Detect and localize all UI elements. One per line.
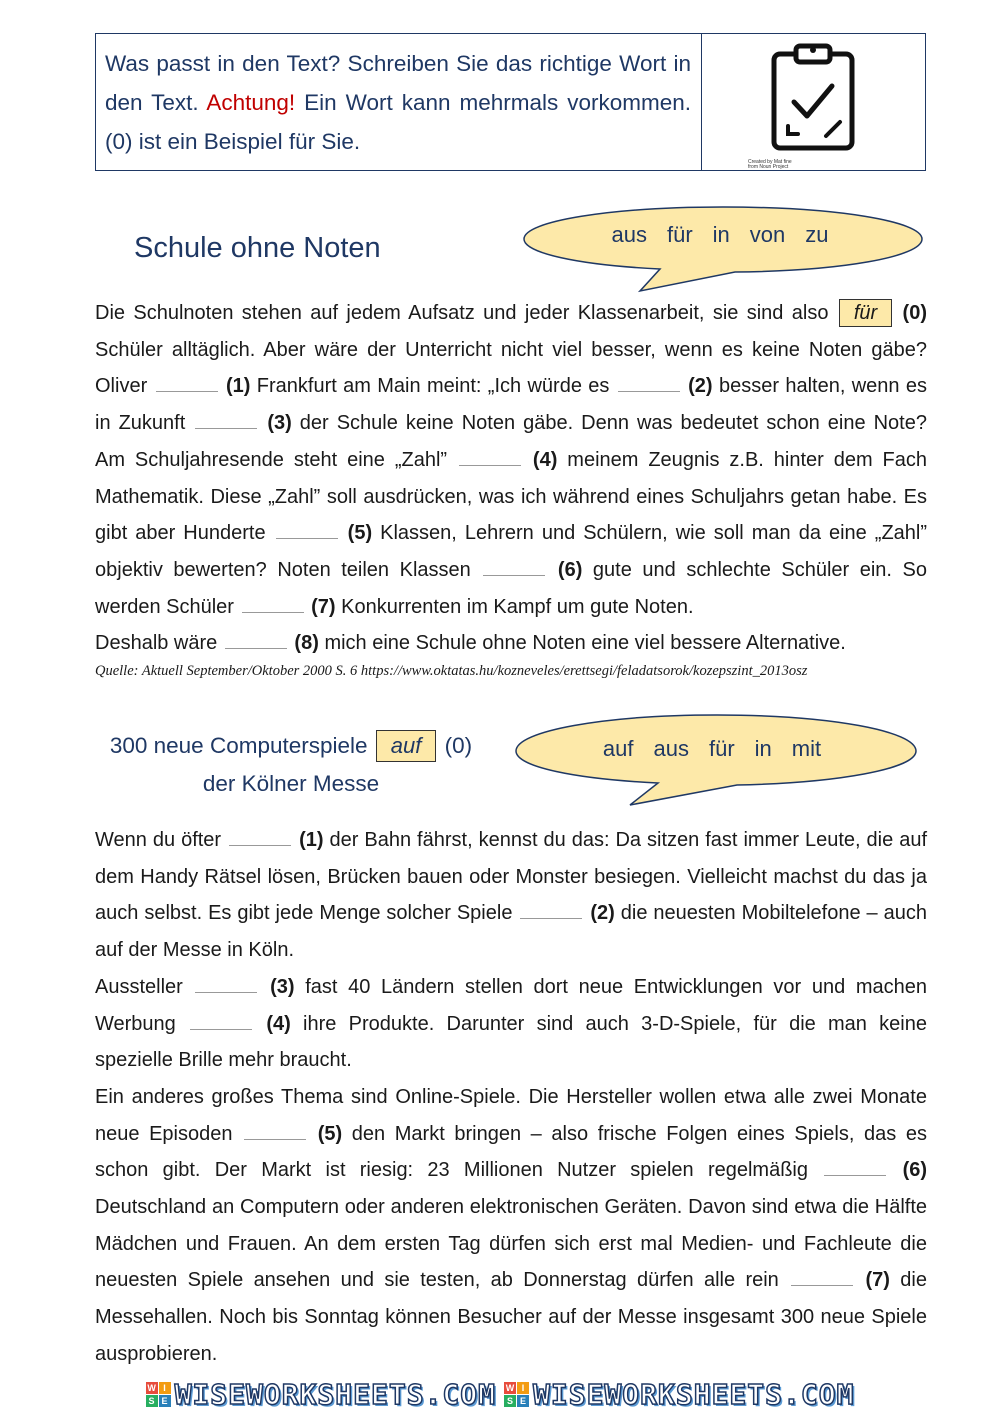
word-bank-item: mit [791,736,822,761]
example-answer: für [839,299,892,327]
answer-gap-2[interactable] [520,917,582,919]
gap-number: (4) [532,448,558,471]
instruction-icon-cell [702,34,925,170]
word-bank-item: auf [602,736,634,761]
section2-paragraph: Ein anderes großes Thema sind Online-Spiele. Die Hersteller wollen etwa alle zwei Monate neue Episoden (5) den Markt bringen – also frische Folgen eines Spiels, das es schon gibt. Der Markt ist riesig: 23 Millionen Nutzer spielen regelmäßig (6) Deutschland an Computern oder anderen elektronischen Geräten. Davon sind etwa die Hälfte Mädchen und Frauen. An dem ersten Tag dürfen sich erst mal Medien- und Fachleute die neuesten Spiele ansehen und sie testen, ab Donnerstag dürfen alle rein (7) die Messehallen. Noch bis Sonntag können Besucher auf der Messe insgesamt 300 neue Spiele ausprobieren. [95,1085,928,1365]
source-citation: Quelle: Aktuell September/Oktober 2000 S. 6 https://www.oktatas.hu/kozneveles/erettsegi/feladatsorok/kozepszint_2013osz [95,663,808,679]
gap-number: (4) [266,1012,291,1035]
gap-number: (5) [347,522,373,545]
section1-text [95,295,927,662]
section2-text [95,822,927,1373]
section2-paragraph: Aussteller (3) fast 40 Ländern stellen dort neue Entwicklungen vor und machen Werbung (4) ihre Produkte. Darunter sind auch 3-D-Spiele, für die man keine spezielle Brille mehr braucht. [95,975,927,1072]
example-answer: auf [376,730,437,762]
answer-gap-8[interactable] [225,647,287,649]
brand-logo-left [146,1378,496,1411]
section1-paragraph: Deshalb wäre (8) mich eine Schule ohne Noten eine viel bessere Alternative. [95,632,846,655]
answer-gap-5[interactable] [276,537,338,539]
answer-gap-2[interactable] [618,390,680,392]
instruction-text [96,34,702,170]
answer-gap-5[interactable] [244,1138,306,1140]
gap-number: (2) [590,902,615,925]
gap-number: (6) [557,558,583,581]
gap-number: (3) [270,975,295,998]
answer-gap-7[interactable] [242,611,304,613]
word-bank-item: aus [611,222,647,247]
answer-gap-1[interactable] [229,844,291,846]
footer-watermark [0,1375,1000,1413]
gap-number: (6) [902,1159,928,1182]
section1-word-bank [520,222,920,248]
word-bank-item: für [708,736,735,761]
gap-number: (1) [225,375,251,398]
word-bank-item: in [754,736,772,761]
instruction-warning: Achtung! [206,90,296,115]
instruction-box [95,33,926,171]
word-bank-item: zu [805,222,829,247]
answer-gap-3[interactable] [195,991,257,993]
word-bank-item: aus [653,736,689,761]
instruction-part1: Was passt in den Text? Schreiben Sie das richtige Wort in den Text. [105,51,691,115]
answer-gap-6[interactable] [483,574,545,576]
gap-number: (7) [865,1269,890,1292]
gap-number: (0) [902,302,927,324]
brand-logo-right [504,1378,854,1411]
section2-paragraph: Wenn du öfter (1) der Bahn fährst, kennst du das: Da sitzen fast immer Leute, die auf dem Handy Rätsel lösen, Brücken bauen oder Monster besiegen. Vielleicht machst du das ja auch selbst. Es gibt jede Menge solcher Spiele (2) die neuesten Mobiltelefone – auch auf der Messe in Köln. [95,829,928,962]
section1-title: Schule ohne Noten [134,232,381,264]
section1-paragraph: Die Schulnoten stehen auf jedem Aufsatz und jeder Klassenarbeit, sie sind also für (0) Schüler alltäglich. Aber wäre der Unterricht nicht viel besser, wenn es keine Noten gäbe? Oliver (1) Frankfurt am Main meint: „Ich würde es (2) besser halten, wenn es in Zukunft (3) der Schule keine Noten gäbe. Denn was bedeutet schon eine Note? Am Schuljahresende steht eine „Zahl” (4) meinem Zeugnis z.B. hinter dem Fach Mathematik. Diese „Zahl” soll ausdrücken, was ich während eines Schuljahrs getan habe. Es gibt aber Hunderte (5) Klassen, Lehrern und Schülern, wie soll man da eine „Zahl” objektiv bewerten? Noten teilen Klassen (6) gute und schlechte Schüler ein. So werden Schüler (7) Konkurrenten im Kampf um gute Noten. [95,295,927,625]
brand-mark-icon: W I S E [146,1382,171,1407]
brand-name: WISEWORKSHEETS.COM [533,1377,855,1411]
word-bank-item: für [666,222,693,247]
section1-word-bank-bubble [520,203,926,293]
gap-number: (1) [299,829,324,851]
clipboard-check-icon [770,40,856,152]
word-bank-item: in [712,222,730,247]
answer-gap-4[interactable] [190,1028,252,1030]
gap-number: (3) [267,412,292,435]
gap-number: (7) [311,595,336,618]
answer-gap-4[interactable] [459,464,521,466]
answer-gap-3[interactable] [195,427,257,429]
gap-number: (2) [688,375,713,398]
answer-gap-6[interactable] [824,1174,886,1176]
section2-title: 300 neue Computerspiele auf (0) der Kölner Messe [95,727,487,803]
gap-number: (5) [317,1122,343,1145]
section2-word-bank [512,736,912,762]
answer-gap-7[interactable] [791,1284,853,1286]
gap-number: (8) [294,632,319,655]
answer-gap-1[interactable] [156,390,218,392]
instruction-part2: Ein Wort kann mehrmals vorkommen. (0) ist ein Beispiel für Sie. [105,90,691,154]
brand-name: WISEWORKSHEETS.COM [174,1377,496,1411]
brand-mark-icon: W I S E [504,1382,529,1407]
icon-credit: Created by Mat fine from Noun Project [748,159,792,170]
word-bank-item: von [749,222,786,247]
